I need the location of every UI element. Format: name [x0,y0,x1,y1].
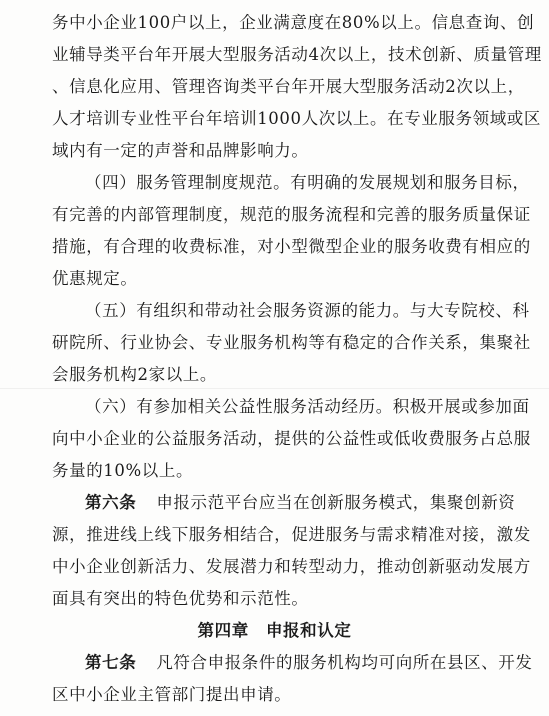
article-seven-first-line [0,648,549,678]
text-line: 人才培训专业性平台年培训1000人次以上。在专业服务领域或区 [52,109,541,128]
text-line: 会服务机构2家以上。 [52,365,217,384]
text-line: 、信息化应用、管理咨询类平台年开展大型服务活动2次以上， [52,77,525,96]
paragraph-five-start: （五）有组织和带动社会服务资源的能力。与大专院校、科 [85,301,530,320]
text-line: 域内有一定的声誉和品牌影响力。 [52,141,309,160]
paragraph-four-start: （四）服务管理制度规范。有明确的发展规划和服务目标， [85,173,530,192]
text-line: 向中小企业的公益服务活动，提供的公益性或低收费服务占总服 [52,429,531,448]
text-line: 面具有突出的特色优势和示范性。 [52,589,309,608]
text-line: 务中小企业100户以上，企业满意度在80%以上。信息查询、创 [52,13,535,32]
article-six-text: 申报示范平台应当在创新服务模式，集聚创新资 [156,493,516,512]
text-line: 中小企业创新活力、发展潜力和转型动力，推动创新驱动发展方 [52,557,531,576]
text-line: 措施，有合理的收费标准，对小型微型企业的服务收费有相应的 [52,237,531,256]
paragraph-six-start: （六）有参加相关公益性服务活动经历。积极开展或参加面 [85,397,530,416]
article-six-label: 第六条 [85,493,137,512]
text-line: 研院所、行业协会、专业服务机构等有稳定的合作关系，集聚社 [52,333,531,352]
chapter-heading: 第四章 申报和认定 [197,621,352,640]
article-six-first-line [0,488,549,518]
text-line: 务量的10%以上。 [52,461,194,480]
text-line: 业辅导类平台年开展大型服务活动4次以上，技术创新、质量管理 [52,45,542,64]
text-line: 有完善的内部管理制度，规范的服务流程和完善的服务质量保证 [52,205,531,224]
article-seven-text: 凡符合申报条件的服务机构均可向所在县区、开发 [156,653,533,672]
text-line: 优惠规定。 [52,269,138,288]
text-line: 区中小企业主管部门提出申请。 [52,685,292,704]
text-line: 源，推进线上线下服务相结合，促进服务与需求精准对接，激发 [52,525,531,544]
article-seven-label: 第七条 [85,653,137,672]
